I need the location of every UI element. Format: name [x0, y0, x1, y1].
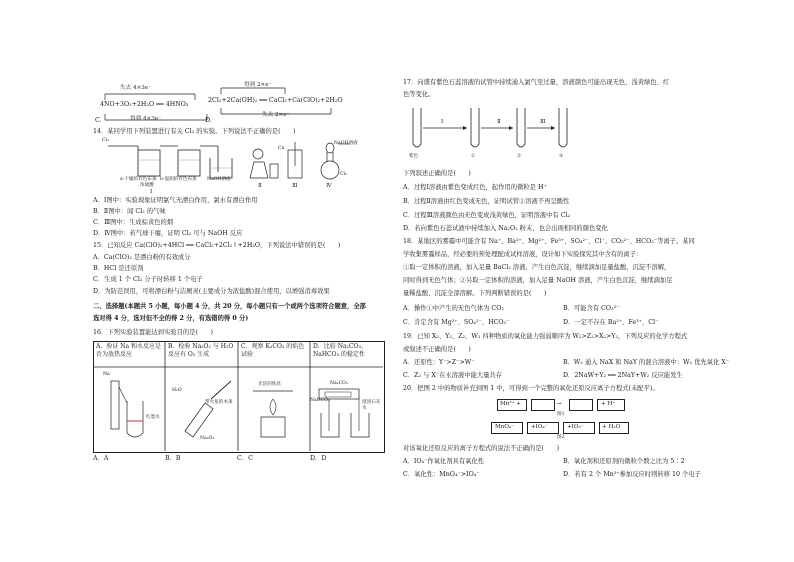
q14-fig-label-naoh: NaOH溶液	[207, 177, 231, 182]
q20-option-b: B．氧化剂和还原剂的微粒个数之比为 5∶2	[563, 458, 685, 465]
q20-fig2-item-2: +IO₄⁻	[531, 424, 548, 430]
q17-tube-label-2: ②	[517, 154, 522, 159]
eq2-top-label: 得到 2×e⁻	[244, 82, 272, 88]
q14-option-d: D．Ⅳ图中：若气球干瘪，证明 Cl₂ 可与 NaOH 反应	[93, 230, 243, 237]
q16-fig-wire: 光洁的铁丝	[258, 382, 281, 387]
q14-fig-cl2: Cl₂	[102, 138, 109, 143]
q17-stage-1: Ⅰ	[441, 119, 444, 125]
q20-fig1-item-2: + H⁺	[601, 401, 616, 407]
q14-option-a: A．Ⅰ图中：实验现象证明氯气无漂白作用，氯水有漂白作用	[93, 197, 258, 204]
q16-answer-b: B．B	[165, 455, 181, 462]
q14-fig-roman-2: Ⅱ	[258, 183, 262, 189]
q16-cell-d: D．比较 Na₂CO₃、NaHCO₃ 的稳定性	[313, 343, 367, 358]
q16-fig-na2co3: Na₂CO₃	[330, 381, 348, 386]
q14-fig-cl2-iv: Cl₂	[340, 172, 347, 177]
q17-stem-line2: 色等变化。	[403, 91, 435, 98]
q20-stem: 20．把图 2 中的物质补充到图 1 中，可得到一个完整的氧化还原反应离子方程式(未配平)。	[403, 385, 659, 392]
q20-option-c: C．氧化性：MnO₄⁻>IO₄⁻	[403, 471, 480, 478]
q17-stage-2: Ⅱ	[497, 119, 501, 125]
q14-apparatus-figure	[98, 138, 358, 194]
eq1-top-label: 失去 4×3e⁻	[120, 85, 152, 91]
q14-option-b: B．Ⅱ图中：闻 Cl₂ 的气味	[93, 208, 166, 215]
q17-tube-label-3: ③	[559, 154, 564, 159]
q20-fig2-item-1: MnO₄⁻	[495, 424, 515, 430]
q16-stem: 16．下列实验装置能达到实验目的是( )	[93, 329, 213, 336]
q17-tube-label-1: ①	[471, 154, 476, 159]
q15-option-a: A．Ca(ClO)₂ 是漂白粉的有效成分	[93, 254, 191, 261]
q19-option-c: C．Z₂ 与 X⁻在水溶液中能大量共存	[403, 372, 503, 379]
q20-question: 对该氧化还原反应的离子方程式的说法不正确的是( )	[403, 445, 560, 452]
q20-fig1-item-1: Mn²⁺ +	[500, 401, 521, 407]
q16-answer-a: A．A	[93, 455, 109, 462]
q18-line1: 18．某地区的雾霾中可能含有 Na⁺、Ba²⁺、Mg²⁺、Fe³⁺、SO₄²⁻、Cl⁻、CO₃²⁻、HCO₃⁻等离子。某同	[403, 238, 695, 245]
q14-fig-label-b: b-湿润的有色布条	[160, 177, 197, 182]
eq2-formula: 2Cl₂+2Ca(OH)₂ ══ CaCl₂+Ca(ClO)₂+2H₂O	[208, 97, 343, 104]
q19-line2: 或叙述不正确的是( )	[403, 346, 471, 353]
q16-cell-a: A．验证 Na 和水反应是否为放热反应	[96, 343, 161, 358]
section2-line2: 选对得 4 分，选对但不全的得 2 分，有选错的得 0 分)	[93, 315, 249, 322]
q20-fig1-blank-2	[569, 399, 593, 411]
q20-option-a: A．IO₄⁻作氧化剂具有氧化性	[403, 458, 485, 465]
q19-line1: 19．已知 X₂、Y₂、Z₂、W₂ 四种物质的氧化能力强弱顺序为 W₂>Z₂>X₂>Y₂，下列反应的化学方程式	[403, 333, 688, 340]
q20-fig2-item-4: + H₂O	[602, 424, 621, 430]
q18-option-a: A．操作①中产生的无色气体为 CO₂	[403, 305, 504, 312]
q15-option-d: D．为防范误用，可将漂白粉与洁厕灵(主要成分为浓盐酸)混合使用，以增强消毒效果	[93, 288, 330, 295]
eq1-formula: 4NO+3O₂+2H₂O ══ 4HNO₃	[100, 101, 189, 108]
q20-fig2-caption: 图2	[557, 435, 565, 440]
eq2-bottom-label: 失去 2×e⁻	[262, 112, 290, 118]
q16-fig-splint: 带火星的木条	[205, 400, 233, 405]
q18-option-d: D．一定不存在 Ba²⁺、Fe³⁺、Cl⁻	[563, 319, 659, 326]
eq1-bottom-label: 得到 4×3e⁻	[130, 116, 162, 122]
q16-fig-na2o2: Na₂O₂	[200, 436, 215, 441]
q18-line3: ①取一定体积的溶液，加入足量 BaCl₂ 溶液，产生白色沉淀，继续滴加足量盐酸，沉淀不溶解，	[403, 264, 671, 271]
q18-line4: 同时得到无色气体；②另取一定体积的溶液，加入足量 NaOH 溶液，产生白色沉淀，继续滴加足	[403, 277, 673, 284]
q16-cell-b: B．检验 Na₂O₂ 与 H₂O 反应有 O₂ 生成	[168, 343, 234, 358]
eq2-option: D.	[205, 117, 212, 124]
q14-fig-roman-4: Ⅳ	[326, 183, 332, 189]
q17-question: 下列叙述正确的是( )	[403, 170, 471, 177]
q16-fig-limewater: 澄清石灰水	[362, 400, 381, 411]
q18-option-b: B．可能含有 CO₃²⁻	[563, 305, 620, 312]
q14-fig-naoh-iv: NaOH溶液	[334, 141, 358, 146]
q17-stage-3: Ⅲ	[540, 119, 546, 125]
q16-cell-c: C．观察 K₂CO₃ 的焰色试验	[241, 343, 305, 358]
q17-option-d: D．若向紫色石蕊试液中持续加入 Na₂O₂ 粉末，也会出现相同的颜色变化	[403, 225, 608, 232]
q14-stem: 14．某同学用下列装置进行有关 Cl₂ 的实验。下列说法不正确的是( )	[93, 128, 296, 135]
q16-fig-na: Na	[103, 372, 110, 377]
q14-fig-cu: Cu	[278, 146, 285, 151]
q14-fig-label-a: a-干燥的有色布条	[120, 177, 157, 182]
q17-option-a: A．过程Ⅰ溶液由紫色变成红色，起作用的微粒是 H⁺	[403, 184, 547, 191]
q19-option-d: D．2NaW+Y₂ ══ 2NaY+W₂ 反应能发生	[563, 372, 683, 379]
q14-option-c: C．Ⅲ图中：生成棕黄色的烟	[93, 219, 174, 226]
q20-fig1-blank-1	[531, 399, 555, 411]
section2-line1: 二、选择题(本题共 5 小题，每小题 4 分，共 20 分，每小题只有一个或两个选项符合题意，全部	[93, 303, 366, 310]
q17-option-b: B．过程Ⅱ溶液由红色变成无色，证明试管②溶液不再呈酸性	[403, 198, 570, 205]
q16-answer-c: C．C	[237, 455, 253, 462]
q20-fig1-arrow: →	[557, 401, 562, 407]
q14-fig-label-h2so4: 浓硫酸	[140, 183, 154, 188]
q16-answer-d: D．D	[310, 455, 327, 462]
q18-option-c: C．肯定含有 Mg²⁺、SO₄²⁻、HCO₃⁻	[403, 319, 510, 326]
q20-fig2-item-3: +IO₃⁻	[567, 424, 584, 430]
q17-option-c: C．过程Ⅲ溶液颜色由无色变成浅黄绿色，证明溶液中有 Cl₂	[403, 212, 571, 219]
q15-option-c: C．生成 1 个 Cl₂ 分子时转移 1 个电子	[93, 276, 203, 283]
right-column	[397, 0, 794, 562]
q18-line5: 量稀盐酸，沉淀全部溶解。下列判断错误的是( )	[403, 290, 547, 297]
q14-fig-roman-1: Ⅰ	[150, 189, 153, 195]
eq1-option: C.	[95, 117, 102, 124]
q16-fig-red-ink: 红墨水	[146, 415, 160, 420]
q18-line2: 学收集雾霾样品，经必要的预处理配成试样溶液，设计如下实验探究其中含有的离子：	[403, 251, 643, 258]
q15-stem: 15．已知反应 Ca(ClO)₂+4HCl ══ CaCl₂+2Cl₂↑+2H₂O，下列说法中错误的是( )	[93, 242, 341, 249]
q19-option-b: B．W₂ 通入 NaX 和 NaY 的混合溶液中：W₂ 优先氧化 X⁻	[563, 359, 730, 366]
q14-fig-roman-3: Ⅲ	[292, 183, 298, 189]
q19-option-a: A．还原性：Y⁻>Z⁻>W⁻	[403, 359, 475, 366]
q15-option-b: B．HCl 是还原剂	[93, 265, 144, 272]
q16-fig-h2o: H₂O	[172, 388, 182, 393]
q20-option-d: D．若有 2 个 Mn²⁺参加反应时则转移 10 个电子	[563, 471, 701, 478]
q17-tube-label-purple: 紫色	[409, 154, 419, 159]
q17-stem-line1: 17．向盛有紫色石蕊溶液的试管中持续通入氯气至过量，溶液颜色可能出现无色、浅黄绿色、红	[403, 79, 670, 86]
q20-fig1-caption: 图1	[557, 412, 565, 417]
q16-fig-nahco3: NaHCO₃	[310, 398, 330, 403]
